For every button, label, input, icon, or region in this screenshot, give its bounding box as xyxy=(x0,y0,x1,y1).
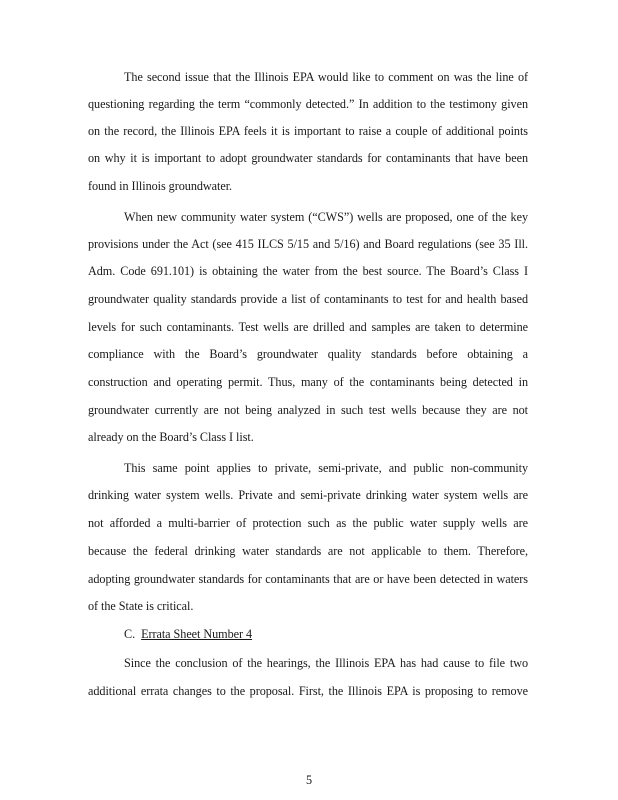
paragraph-4-line-2: additional errata changes to the proposal. First, the Illinois EPA is proposing to remove xyxy=(88,684,528,698)
paragraph-1-line-4: on why it is important to adopt groundwater standards for contaminants that have been xyxy=(88,151,528,165)
paragraph-3-line-3: not afforded a multi-barrier of protection such as the public water supply wells are xyxy=(88,516,528,530)
paragraph-2-line-4: groundwater quality standards provide a list of contaminants to test for and health based xyxy=(88,292,528,306)
paragraph-4-line-1: Since the conclusion of the hearings, the Illinois EPA has had cause to file two xyxy=(124,656,528,670)
paragraph-2-line-9: already on the Board’s Class I list. xyxy=(88,430,254,444)
paragraph-1-line-1: The second issue that the Illinois EPA would like to comment on was the line of xyxy=(124,70,528,84)
section-heading-title: Errata Sheet Number 4 xyxy=(141,627,253,641)
section-heading-label: C. xyxy=(124,627,136,641)
paragraph-3-line-1: This same point applies to private, semi-private, and public non-community xyxy=(124,461,528,475)
paragraph-2-line-5: levels for such contaminants. Test wells are drilled and samples are taken to determine xyxy=(88,320,528,334)
paragraph-2-line-2: provisions under the Act (see 415 ILCS 5/15 and 5/16) and Board regulations (see 35 Ill. xyxy=(88,237,528,251)
paragraph-3-line-2: drinking water system wells. Private and semi-private drinking water system wells are xyxy=(88,488,528,502)
paragraph-2-line-8: groundwater currently are not being analyzed in such test wells because they are not xyxy=(88,403,528,417)
page-number: 5 xyxy=(305,773,313,787)
paragraph-2-line-7: construction and operating permit. Thus, many of the contaminants being detected in xyxy=(88,375,528,389)
paragraph-1-line-5: found in Illinois groundwater. xyxy=(88,179,233,193)
paragraph-1-line-3: on the record, the Illinois EPA feels it is important to raise a couple of additional points xyxy=(88,124,528,138)
section-heading xyxy=(124,627,252,642)
paragraph-1-line-2: questioning regarding the term “commonly detected.” In addition to the testimony given xyxy=(88,97,528,111)
paragraph-2-line-6: compliance with the Board’s groundwater quality standards before obtaining a xyxy=(88,347,528,361)
paragraph-3-line-6: of the State is critical. xyxy=(88,599,194,613)
paragraph-3-line-4: because the federal drinking water standards are not applicable to them. Therefore, xyxy=(88,544,528,558)
paragraph-2-line-3: Adm. Code 691.101) is obtaining the water from the best source. The Board’s Class I xyxy=(88,264,528,278)
paragraph-3-line-5: adopting groundwater standards for contaminants that are or have been detected in waters xyxy=(88,572,528,586)
paragraph-2-line-1: When new community water system (“CWS”) wells are proposed, one of the key xyxy=(124,210,528,224)
